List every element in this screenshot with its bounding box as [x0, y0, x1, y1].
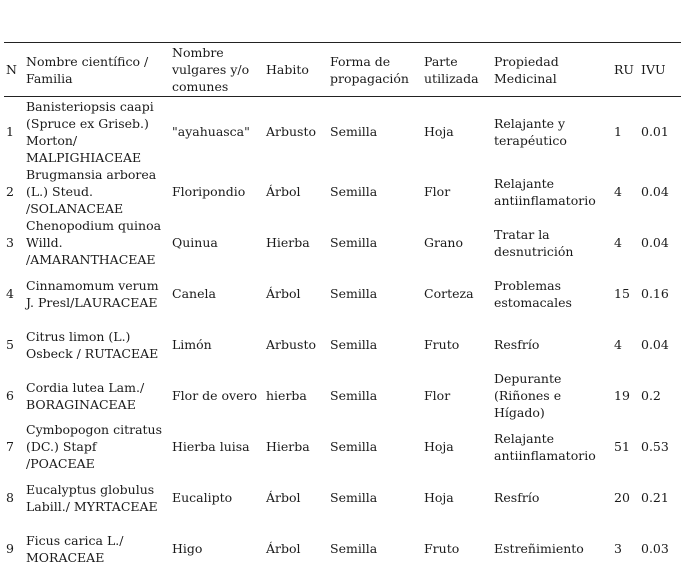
cell-common-name: Flor de overo [172, 388, 258, 403]
col-header-common-name: Nombre vulgares y/o comunes [172, 45, 250, 94]
cell-propagation: Semilla [330, 286, 378, 301]
col-header-part-used: Parte utilizada [424, 53, 479, 86]
cell-ru: 1 [614, 124, 622, 139]
table-row [4, 319, 681, 370]
cell-ru: 3 [614, 541, 622, 556]
table-row [4, 370, 681, 421]
col-header-ivu: IVU [641, 62, 666, 77]
cell-ru: 15 [614, 286, 630, 301]
cell-ivu: 0.04 [641, 337, 669, 352]
table-row [4, 523, 681, 574]
table-row [4, 97, 681, 167]
cell-part-used: Flor [424, 184, 451, 199]
cell-ru: 4 [614, 235, 622, 250]
cell-n: 5 [6, 337, 14, 352]
cell-habit: Arbusto [266, 124, 317, 139]
cell-propagation: Semilla [330, 388, 378, 403]
cell-ivu: 0.16 [641, 286, 669, 301]
cell-habit: hierba [266, 388, 307, 403]
cell-part-used: Fruto [424, 337, 460, 352]
cell-propagation: Semilla [330, 541, 378, 556]
cell-scientific-name: Citrus limon (L.) Osbeck / RUTACEAE [26, 328, 159, 361]
col-header-medicinal-property: Propiedad Medicinal [494, 53, 559, 86]
cell-ivu: 0.04 [641, 235, 669, 250]
cell-habit: Árbol [266, 286, 301, 301]
cell-ru: 19 [614, 388, 630, 403]
cell-common-name: Floripondio [172, 184, 246, 199]
table-row [4, 268, 681, 319]
cell-scientific-name: Cinnamomum verum J. Presl/LAURACEAE [26, 277, 159, 310]
cell-ru: 4 [614, 337, 622, 352]
cell-ivu: 0.04 [641, 184, 669, 199]
cell-propagation: Semilla [330, 184, 378, 199]
table-row [4, 166, 681, 217]
cell-habit: Árbol [266, 184, 301, 199]
cell-common-name: Higo [172, 541, 203, 556]
cell-common-name: Hierba luisa [172, 439, 250, 454]
cell-ivu: 0.03 [641, 541, 669, 556]
cell-medicinal-property: Depurante (Riñones e Hígado) [494, 371, 562, 420]
cell-medicinal-property: Tratar la desnutrición [494, 226, 574, 259]
cell-medicinal-property: Problemas estomacales [494, 277, 572, 310]
cell-medicinal-property: Relajante y terapéutico [494, 115, 567, 148]
cell-scientific-name: Banisteriopsis caapi (Spruce ex Griseb.) Morton/ MALPIGHIACEAE [26, 98, 154, 165]
cell-scientific-name: Ficus carica L./ MORACEAE [26, 532, 124, 565]
cell-part-used: Hoja [424, 124, 454, 139]
cell-ivu: 0.2 [641, 388, 661, 403]
cell-habit: Hierba [266, 235, 310, 250]
cell-n: 6 [6, 388, 14, 403]
cell-propagation: Semilla [330, 439, 378, 454]
table-row [4, 217, 681, 268]
cell-common-name: Canela [172, 286, 216, 301]
cell-scientific-name: Cordia lutea Lam./ BORAGINACEAE [26, 379, 145, 412]
cell-medicinal-property: Resfrío [494, 490, 540, 505]
cell-propagation: Semilla [330, 490, 378, 505]
table-row [4, 421, 681, 472]
cell-ru: 51 [614, 439, 630, 454]
header-row [4, 43, 681, 97]
cell-scientific-name: Brugmansia arborea (L.) Steud. /SOLANACEAE [26, 167, 157, 216]
col-header-propagation: Forma de propagación [330, 53, 409, 86]
cell-ru: 4 [614, 184, 622, 199]
cell-medicinal-property: Relajante antiinflamatorio [494, 430, 596, 463]
cell-part-used: Corteza [424, 286, 474, 301]
cell-n: 2 [6, 184, 14, 199]
cell-ru: 20 [614, 490, 630, 505]
cell-part-used: Hoja [424, 439, 454, 454]
cell-n: 8 [6, 490, 14, 505]
cell-part-used: Grano [424, 235, 463, 250]
cell-propagation: Semilla [330, 337, 378, 352]
col-header-scientific-name: Nombre científico / Familia [26, 53, 149, 86]
cell-scientific-name: Chenopodium quinoa Willd. /AMARANTHACEAE [26, 218, 162, 267]
cell-habit: Arbusto [266, 337, 317, 352]
cell-part-used: Fruto [424, 541, 460, 556]
cell-habit: Árbol [266, 490, 301, 505]
plants-table [4, 42, 681, 574]
cell-ivu: 0.01 [641, 124, 669, 139]
cell-common-name: Eucalipto [172, 490, 233, 505]
cell-n: 1 [6, 124, 14, 139]
col-header-habit: Habito [266, 62, 309, 77]
cell-habit: Hierba [266, 439, 310, 454]
cell-common-name: Quinua [172, 235, 218, 250]
cell-medicinal-property: Relajante antiinflamatorio [494, 175, 596, 208]
cell-n: 9 [6, 541, 14, 556]
cell-n: 7 [6, 439, 14, 454]
cell-medicinal-property: Resfrío [494, 337, 540, 352]
cell-propagation: Semilla [330, 124, 378, 139]
cell-part-used: Flor [424, 388, 451, 403]
cell-common-name: Limón [172, 337, 212, 352]
cell-habit: Árbol [266, 541, 301, 556]
cell-propagation: Semilla [330, 235, 378, 250]
cell-part-used: Hoja [424, 490, 454, 505]
cell-scientific-name: Eucalyptus globulus Labill./ MYRTACEAE [26, 481, 158, 514]
cell-medicinal-property: Estreñimiento [494, 541, 584, 556]
table-row [4, 472, 681, 523]
cell-n: 4 [6, 286, 14, 301]
cell-n: 3 [6, 235, 14, 250]
cell-ivu: 0.21 [641, 490, 669, 505]
cell-ivu: 0.53 [641, 439, 669, 454]
cell-common-name: "ayahuasca" [172, 124, 250, 139]
col-header-n: N [6, 62, 17, 77]
cell-scientific-name: Cymbopogon citratus (DC.) Stapf /POACEAE [26, 422, 163, 471]
col-header-ru: RU [614, 62, 634, 77]
